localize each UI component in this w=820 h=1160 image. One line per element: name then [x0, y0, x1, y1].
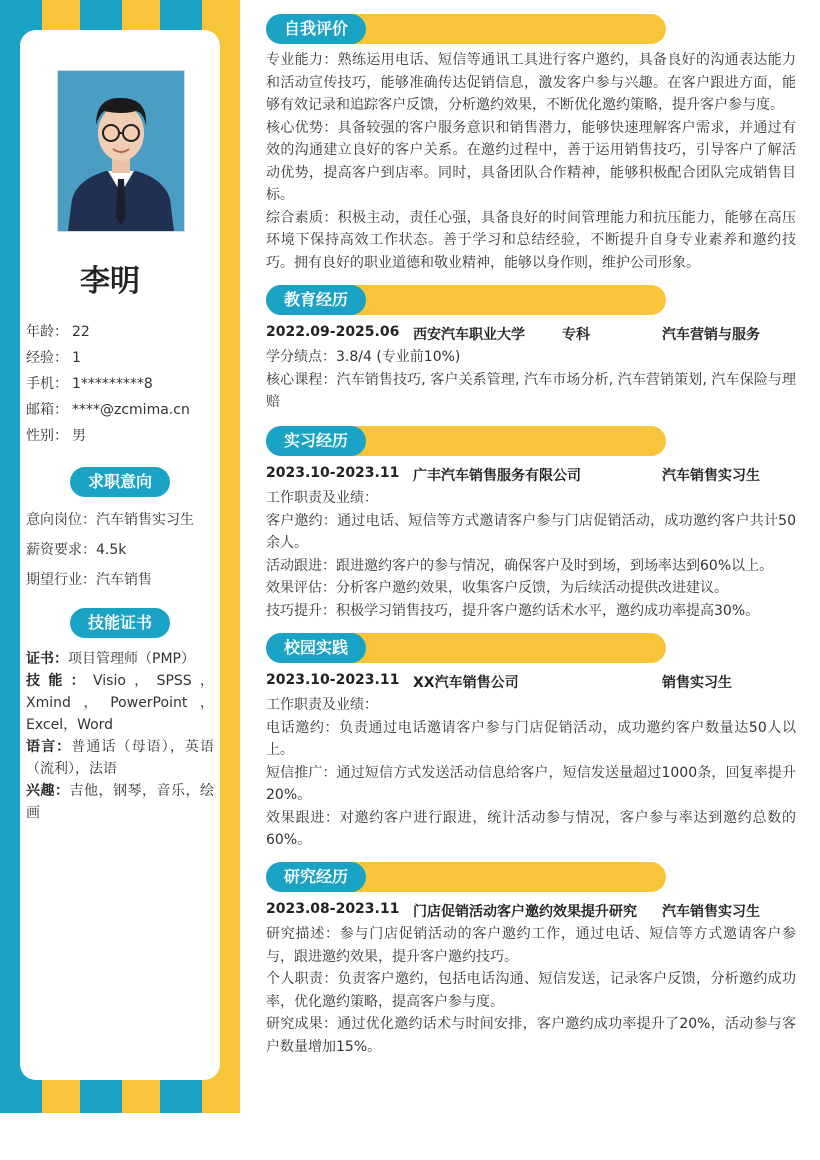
internship-role: 汽车销售实习生 [662, 468, 760, 484]
skill-tools: 技能：Visio，SPSS，Xmind，PowerPoint，Excel，Word [26, 673, 215, 733]
info-age: 年龄： 22 [26, 324, 90, 340]
education-line: 学分绩点：3.8/4 (专业前10%) [266, 349, 461, 365]
internship-meta [266, 465, 796, 487]
campus-company: XX汽车销售公司 [413, 675, 519, 691]
campus-line: 短信推广：通过短信方式发送活动信息给客户，短信发送量超过1000条，回复率提升20%。 [266, 764, 796, 803]
intent-salary: 薪资要求：4.5k [26, 542, 127, 558]
campus-header [266, 633, 666, 663]
internship-company: 广丰汽车销售服务有限公司 [413, 468, 581, 484]
self-eval-header [266, 14, 666, 44]
skill-certificate: 证书：项目管理师（PMP） [26, 651, 195, 667]
research-meta [266, 901, 796, 923]
internship-line: 技巧提升：积极学习销售技巧，提升客户邀约话术水平，邀约成功率提高30%。 [266, 602, 760, 619]
education-header [266, 285, 666, 315]
campus-role: 销售实习生 [662, 675, 732, 691]
research-date: 2023.08-2023.11 [266, 901, 400, 917]
info-gender: 性别： 男 [26, 428, 86, 444]
job-intent [26, 509, 216, 599]
research-body [266, 923, 796, 1058]
internship-line: 工作职责及业绩： [266, 490, 378, 506]
internship-line: 客户邀约：通过电话、短信等方式邀请客户参与门店促销活动，成功邀约客户共计50余人。 [266, 512, 796, 551]
campus-line: 电话邀约：负责通过电话邀请客户参与门店促销活动，成功邀约客户数量达50人以上。 [266, 719, 796, 758]
internship-title: 实习经历 [266, 426, 366, 456]
internship-line: 活动跟进：跟进邀约客户的参与情况，确保客户及时到场，到场率达到60%以上。 [266, 557, 774, 574]
education-major: 汽车营销与服务 [662, 327, 760, 343]
education-meta [266, 324, 796, 346]
internship-date: 2023.10-2023.11 [266, 465, 400, 481]
profile-photo [57, 70, 185, 232]
skills-heading: 技能证书 [70, 608, 170, 638]
job-intent-heading: 求职意向 [70, 467, 170, 497]
education-line: 核心课程：汽车销售技巧, 客户关系管理, 汽车市场分析, 汽车营销策划, 汽车保险与理赔 [266, 371, 796, 410]
education-school: 西安汽车职业大学 [413, 327, 525, 343]
info-email: 邮箱： ****@zcmima.cn [26, 402, 190, 418]
skills-list [26, 648, 214, 824]
skill-interests: 兴趣：吉他，钢琴，音乐，绘画 [26, 783, 214, 821]
self-eval-paragraph: 专业能力：熟练运用电话、短信等通讯工具进行客户邀约，具备良好的沟通表达能力和活动宣传技巧，能够准确传达促销信息，激发客户参与兴趣。在客户跟进方面，能够有效记录和追踪客户反馈，分析邀约效果，不断优化邀约策略，提升客户参与度。 [266, 52, 796, 113]
research-header [266, 862, 666, 892]
sidebar-stripes [0, 0, 240, 1113]
education-title: 教育经历 [266, 285, 366, 315]
research-project: 门店促销活动客户邀约效果提升研究 [413, 904, 637, 920]
campus-meta [266, 672, 796, 694]
intent-industry: 期望行业：汽车销售 [26, 572, 152, 588]
self-eval-body [266, 49, 796, 274]
personal-info [26, 321, 216, 451]
research-role: 汽车销售实习生 [662, 904, 760, 920]
research-line: 研究描述：参与门店促销活动的客户邀约工作，通过电话、短信等方式邀请客户参与，跟进邀约效果，提升客户邀约技巧。 [266, 926, 796, 965]
campus-body [266, 694, 796, 852]
education-date: 2022.09-2025.06 [266, 324, 400, 340]
campus-line: 效果跟进：对邀约客户进行跟进，统计活动参与情况，客户参与率达到邀约总数的60%。 [266, 809, 796, 848]
candidate-name: 李明 [80, 264, 140, 299]
research-line: 研究成果：通过优化邀约话术与时间安排，客户邀约成功率提升了20%，活动参与客户数量增加15%。 [266, 1016, 796, 1055]
internship-line: 效果评估：分析客户邀约效果，收集客户反馈，为后续活动提供改进建议。 [266, 580, 728, 596]
internship-header [266, 426, 666, 456]
campus-line: 工作职责及业绩： [266, 697, 378, 713]
self-eval-paragraph: 综合素质：积极主动，责任心强，具备良好的时间管理能力和抗压能力，能够在高压环境下保持高效工作状态。善于学习和总结经验，不断提升自身专业素养和邀约技巧。拥有良好的职业道德和敬业精神，能够以身作则，维护公司形象。 [266, 209, 796, 271]
self-eval-title: 自我评价 [266, 14, 366, 44]
intent-position: 意向岗位：汽车销售实习生 [26, 512, 194, 528]
profile-card [20, 30, 220, 1080]
research-title: 研究经历 [266, 862, 366, 892]
education-body [266, 346, 796, 414]
self-eval-paragraph: 核心优势：具备较强的客户服务意识和销售潜力，能够快速理解客户需求，并通过有效的沟通建立良好的客户关系。在邀约过程中，善于运用销售技巧，引导客户了解活动优势，提高客户到店率。同时，具备团队合作精神，能够积极配合团队完成销售目标。 [266, 119, 796, 203]
info-phone: 手机： 1*********8 [26, 376, 153, 392]
portrait-image [58, 71, 184, 231]
research-line: 个人职责：负责客户邀约，包括电话沟通、短信发送，记录客户反馈，分析邀约成功率，优化邀约策略，提高客户参与度。 [266, 971, 796, 1010]
info-experience: 经验： 1 [26, 350, 81, 366]
campus-title: 校园实践 [266, 633, 366, 663]
skill-languages: 语言：普通话（母语），英语（流利），法语 [26, 739, 214, 777]
internship-body [266, 487, 796, 622]
campus-date: 2023.10-2023.11 [266, 672, 400, 688]
education-degree: 专科 [562, 327, 590, 343]
